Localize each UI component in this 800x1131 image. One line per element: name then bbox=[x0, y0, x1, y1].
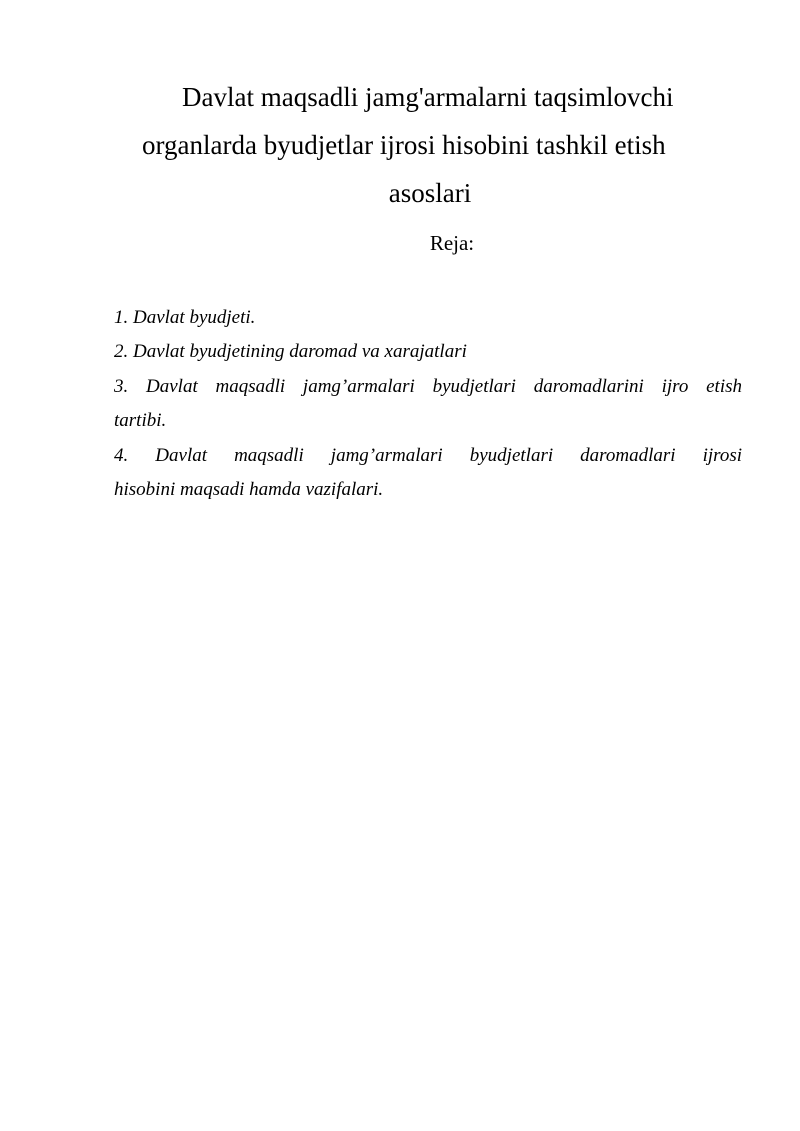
plan-item-text: 1. Davlat byudjeti. bbox=[114, 307, 256, 328]
plan-list bbox=[114, 302, 742, 505]
plan-item bbox=[114, 336, 742, 367]
plan-item-text: 4. Davlat maqsadli jamg’armalari byudjetlari daromadlari ijrosi bbox=[114, 445, 742, 466]
title-line: organlarda byudjetlar ijrosi hisobini tashkil etish bbox=[142, 130, 666, 160]
plan-item-text-continued: hisobini maqsadi hamda vazifalari. bbox=[114, 479, 384, 500]
plan-item bbox=[114, 302, 742, 333]
plan-item bbox=[114, 440, 742, 505]
plan-heading: Reja: bbox=[429, 231, 475, 255]
plan-item-text-continued: tartibi. bbox=[114, 410, 167, 431]
plan-item-text: 3. Davlat maqsadli jamg’armalari byudjetlari daromadlarini ijro etish bbox=[114, 376, 742, 397]
plan-item bbox=[114, 371, 742, 436]
title-line: Davlat maqsadli jamg'armalarni taqsimlovchi bbox=[182, 82, 674, 112]
title-line: asoslari bbox=[388, 178, 472, 208]
plan-item-text: 2. Davlat byudjetining daromad va xarajatlari bbox=[114, 341, 467, 362]
document-title bbox=[110, 74, 750, 216]
